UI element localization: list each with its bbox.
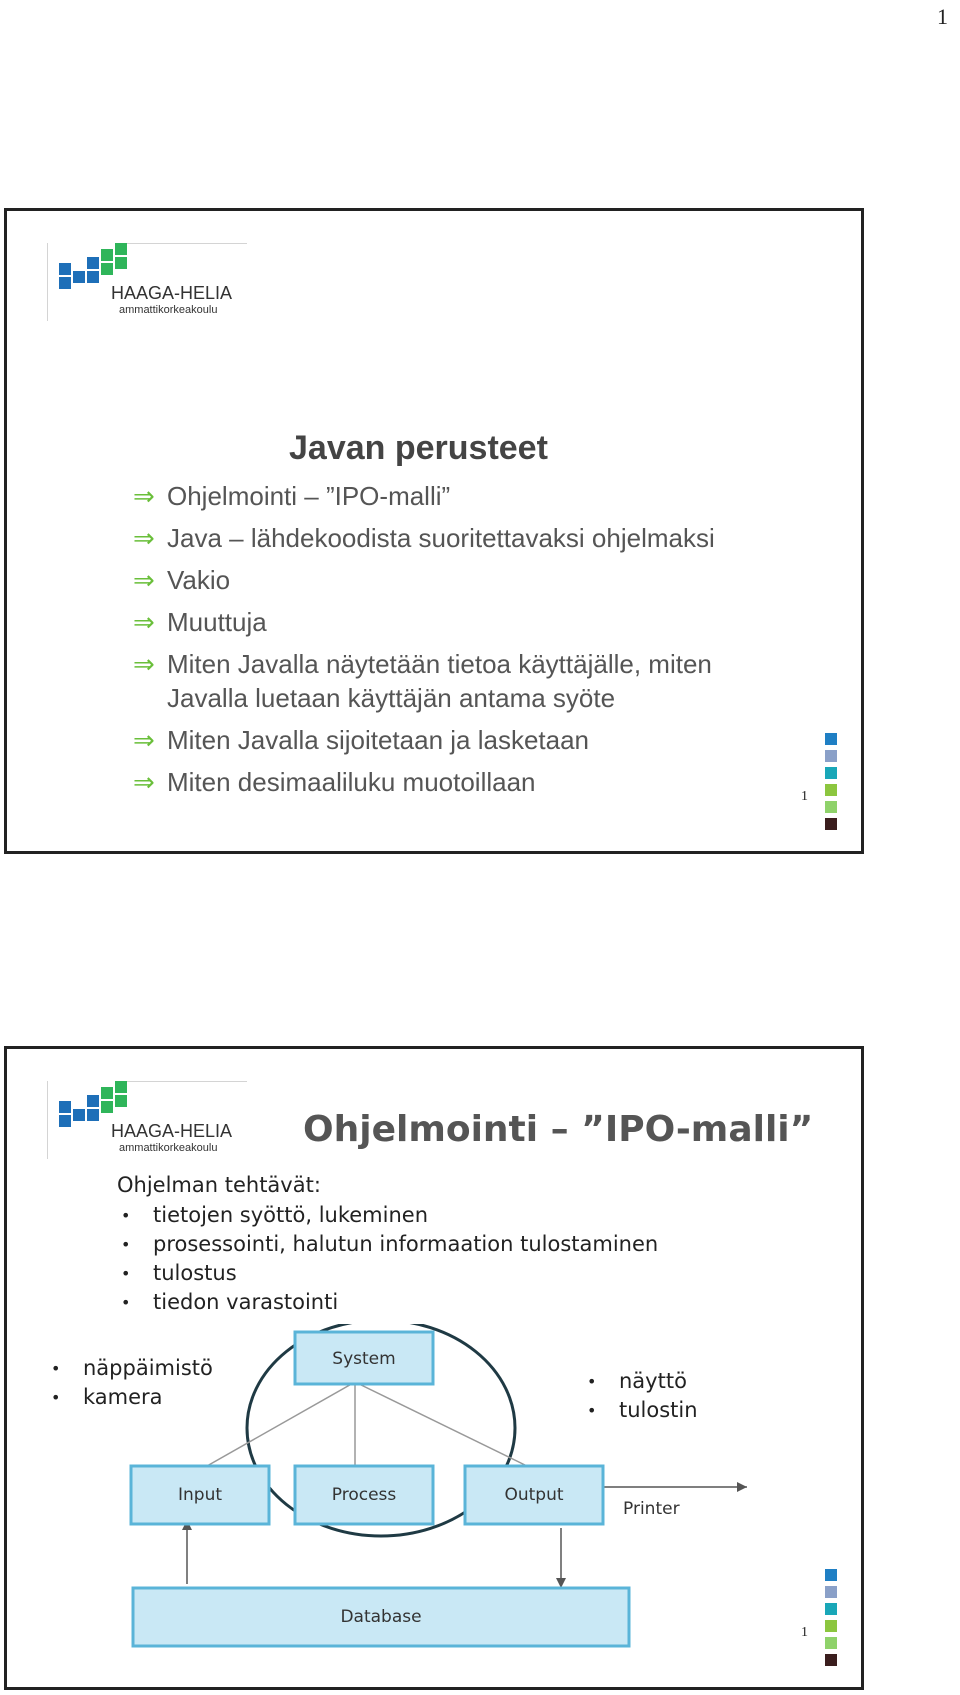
task-item: • tiedon varastointi	[117, 1288, 658, 1317]
svg-text:HAAGA-HELIA: HAAGA-HELIA	[111, 283, 233, 303]
svg-text:HAAGA-HELIA: HAAGA-HELIA	[111, 1121, 233, 1141]
input-device-item: • kamera	[47, 1383, 213, 1412]
output-devices-list	[583, 1367, 698, 1425]
task-item: • tietojen syöttö, lukeminen	[117, 1201, 658, 1230]
task-item: • prosessointi, halutun informaation tulostaminen	[117, 1230, 658, 1259]
implies-arrow-icon: ⇒	[133, 650, 155, 680]
topic-list	[133, 479, 715, 807]
svg-text:Output: Output	[504, 1485, 564, 1505]
implies-arrow-icon: ⇒	[133, 566, 155, 596]
slide-number: 1	[801, 789, 808, 804]
tasks-list	[117, 1201, 658, 1317]
slide-title: Ohjelmointi – ”IPO-malli”	[303, 1109, 814, 1150]
topic-item: ⇒ Miten Javalla näytetään tietoa käyttäjälle, miten Javalla luetaan käyttäjän antama syöte	[133, 649, 712, 713]
implies-arrow-icon: ⇒	[133, 726, 155, 756]
haaga-helia-logo	[47, 1081, 247, 1161]
svg-text:ammattikorkeakoulu: ammattikorkeakoulu	[119, 304, 218, 316]
tasks-heading: Ohjelman tehtävät:	[117, 1173, 321, 1197]
topic-item: ⇒ Java – lähdekoodista suoritettavaksi ohjelmaksi	[133, 523, 715, 554]
output-device-item: • näyttö	[583, 1367, 698, 1396]
haaga-helia-logo	[47, 243, 247, 323]
decorative-squares	[825, 733, 837, 835]
topic-item: ⇒ Vakio	[133, 565, 231, 596]
implies-arrow-icon: ⇒	[133, 608, 155, 638]
input-box	[131, 1466, 269, 1524]
process-box	[295, 1466, 433, 1524]
input-devices-list	[47, 1354, 213, 1412]
implies-arrow-icon: ⇒	[133, 482, 155, 512]
slide-number: 1	[801, 1625, 808, 1640]
slide-title: Javan perusteet	[289, 429, 548, 467]
topic-item: ⇒ Miten Javalla sijoitetaan ja lasketaan	[133, 725, 590, 756]
slide-2	[4, 1046, 864, 1690]
topic-item: ⇒ Miten desimaaliluku muotoillaan	[133, 767, 536, 798]
output-box	[465, 1466, 603, 1524]
svg-text:Input: Input	[177, 1485, 223, 1505]
input-device-item: • näppäimistö	[47, 1354, 213, 1383]
page-number: 1	[937, 4, 948, 29]
task-item: • tulostus	[117, 1259, 658, 1288]
database-box	[133, 1588, 629, 1646]
svg-text:ammattikorkeakoulu: ammattikorkeakoulu	[119, 1142, 218, 1154]
implies-arrow-icon: ⇒	[133, 524, 155, 554]
decorative-squares	[825, 1569, 837, 1671]
slide-1	[4, 208, 864, 854]
svg-text:Database: Database	[340, 1607, 422, 1627]
svg-text:System: System	[332, 1349, 396, 1369]
system-box	[295, 1332, 433, 1384]
implies-arrow-icon: ⇒	[133, 768, 155, 798]
topic-item: ⇒ Muuttuja	[133, 607, 267, 638]
svg-text:Process: Process	[331, 1485, 397, 1505]
topic-item: ⇒ Ohjelmointi – ”IPO-malli”	[133, 481, 451, 512]
output-device-item: • tulostin	[583, 1396, 698, 1425]
printer-label: Printer	[623, 1499, 680, 1519]
